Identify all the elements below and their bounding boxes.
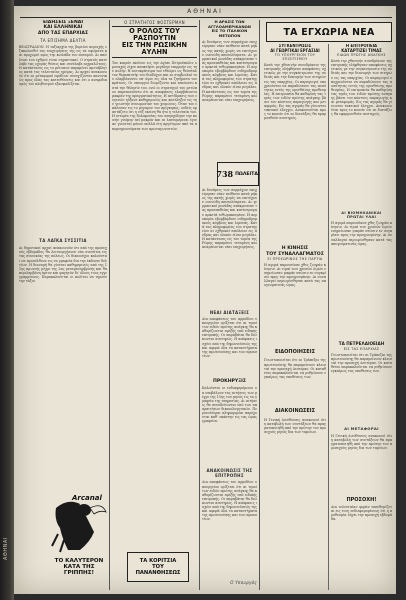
- col4-right-body-4: Η Γενική Διεύθυνσις ανακοινοί ότι η καταβολή των συντάξεων θα πραγματοποιηθή από την πρώτην του προσεχούς μηνός δια των ταμείων.: [331, 433, 392, 450]
- col3-headline-2: ΕΙΣ ΤΟ ΙΤΑΛΙΚΟΝ ΜΕΤΩΠΟΝ: [211, 28, 248, 38]
- col4-right-headline-2: ΚΑΤΑΡΤΙΖΕΙ ΤΙΜΑΣ: [341, 47, 382, 53]
- inner-column-rule: [328, 44, 329, 590]
- col4-left-body: Κατά την χθεσινήν συνεδρίασιν της επιτροπής ελήφθησαν αποφάσεις σχετικώς με την συγκέντρωσιν της σοδειάς και την διανομήν των σιτηρών εις τας επαρχίας. Οι παραγωγοί υποχρεούνται να παραδώσουν τας ποσότητας εντός της ορισθείσης προθεσμίας. Η επιτροπεία θα καθορίση τας τιμάς των ειδών πρώτης ανάγκης βάσει του κόστους παραγωγής και μεταφοράς. Εις τας αγοράς θα γίνωνται τακτικοί έλεγχοι. Ανακοινούται προς το κοινόν ότι αι διατάξεις θα εφαρμοσθούν αυστηρώς.: [264, 63, 326, 121]
- col4-sec1-line-3: ΕΙ ΠΡΟΣΩΡΙΝΟΣ ΤΗΣ ΠΑΡΤΙΑ: [267, 257, 323, 261]
- column-rule: [109, 20, 110, 590]
- col4-right-headline-3: ΕΙΔΩΝ ΠΡΩΤΗΣ ΑΝΑΓΚΗΣ: [337, 53, 386, 58]
- col1-body: ΒΕΛΙΓΡΑΔΙΟΝ. Η ταξιαρχία της βορείου περιοχής εξακολουθεί τας επιχειρήσεις της εις τα υψώματα και προχωρεί προς την κοιλάδα του ποταμού. Αι απώλειαι του εχθρού είναι σημαντικαί. Ο στρατός κατέλαβε τας οχυράς θέσεις και συνέλαβε αιχμαλώτους. Η κατάστασις εις το μέτωπον παραμένει αμετάβλητος κατά τας τελευταίας ημέρας. Αι αρχαί ανακοινούν ότι αι μεταφοραί εφοδίων συνεχίζονται κανονικώς προς όλας τας κατευθύνσεις και ότι ο ανεφοδιασμός του πληθυσμού εξασφαλίζεται.: [19, 45, 107, 87]
- col3-subhead-3: ΑΝΑΚΟΙΝΩΣΙΣ ΤΗΣ ΕΠΙΤΡΟΠΗΣ: [206, 468, 253, 479]
- sneezing-man-illustration: [50, 494, 108, 554]
- col1-subhead-2: ΤΑ ΛΑΪΚΑ ΣΥΣΣΙΤΙΑ: [39, 238, 87, 244]
- col4-right-body-2: Η αγορά παρουσίασε χθες ζωηράν κίνησιν. Αι τιμαί των χρυσών λιρών εσημείωσαν μικράν πτώσιν εν συγκρίσει προς την προηγουμένην. Αι συναλλαγαί περιωρίσθησαν κατά τας απογευματινάς ώρας.: [331, 221, 392, 246]
- col4-sec1-line-2: ΤΟΥ ΣΥΝΑΛΛΑΓΜΑΤΟΣ: [266, 251, 324, 257]
- col1-body-2: Αι δημοτικαί αρχαί ανακοινούν ότι από της προσεχούς εβδομάδος θα λειτουργήσουν νέα συσσίτια εις τας συνοικίας της πόλεως. Οι δικαιούχοι καλούνται να προσέλθουν εις τα γραφεία δια την έκδοσιν δελτίων. Η διανομή θα γίνεται καθημερινώς από της 11ης πρωινής μέχρι της 2ας μεταμεσημβρινής και θα περιλαμβάνη άρτον και φαγητόν δι' όλους τους εγγεγραμμένους. Παρακαλούνται οι πολίται να τηρούν την τάξιν.: [19, 246, 107, 283]
- col3-body-4: Δια αποφάσεως του αρμοδίου υπουργείου ορίζεται ότι αι τιμαί των ειδών πρώτης ανάγκης θα καθορίζωνται εφεξής υπό ειδικής επιτροπής. Οι παραβάται θα διώκωνται αυστηρώς. Η απόφασις ισχύει από της δημοσιεύσεώς της και αφορά όλα τα καταστήματα της πρωτευούσης και των προαστίων.: [202, 480, 257, 522]
- column-4-left: [264, 44, 326, 590]
- col2-body: Τον καιρόν εκείνον εις την Αγίαν Πετρούπολιν ο μοναχός είχεν αποκτήσει μεγάλην επιρροήν εις την αυλήν. Η αυτοκράτειρα τον εθεώρει ως θεόσταλτον θεραπευτήν του διαδόχου και αι συμβουλαί του ελαμβάνοντο υπ' όψιν εις όλα τα ζητήματα του κράτους. Οι υπουργοί διωρίζοντο και επαύοντο κατά την θέλησίν του, ενώ οι στρατηγοί του μετώπου παρεπονούντο ότι αι αποφάσεις ελαμβάνοντο μακράν της πραγματικότητος. Η αντίδρασις των ευγενών ηύξανε καθημερινώς και κατέληξεν εις την γνωστήν συνωμοσίαν του χειμώνος. Όταν τον εκάλεσαν εις το μέγαρον του πρίγκηπος, ουδείς εφαντάζετο ότι η νύξ εκείνη θα ήτο η τελευταία του. Η ιστορία της δολοφονίας του απησχόλησε την κοινήν γνώμην επί μακρόν και αι λεπτομέρειαι έγιναν γνωσταί μόνον πολλά έτη αργότερον από τα απομνημονεύματα των πρωταγωνιστών.: [112, 61, 197, 131]
- col1-headline-2: ΚΑΙ ΕΛΛΗΝΙΚΑΙ: [43, 25, 83, 31]
- column-3-lower: [202, 188, 257, 588]
- col4-right-headline-1: Η ΕΠΙΤΡΟΠΕΙΑ: [345, 44, 378, 48]
- col2-kicker: Ο ΣΤΡΑΤΗΓΟΣ ΦΟΣΤΕΡΜΑΝ: [124, 20, 185, 25]
- running-head: ΑΘΗΝΑΙ: [187, 8, 223, 15]
- scan-binding-strip: [0, 0, 14, 600]
- col4-sec3: ΔΙΑΚΟΙΝΩΣΕΙΣ: [274, 408, 316, 415]
- col2-headline-2: ΕΙΣ ΤΗΝ ΡΩΣΙΚΗΝ ΑΥΛΗΝ: [121, 41, 188, 57]
- feature-title-line-1: ΤΑ ΚΟΡΙΤΣΙΑ: [139, 557, 177, 564]
- column-2: [112, 20, 197, 590]
- col3-body-2: Δια αποφάσεως του αρμοδίου υπουργείου ορίζεται ότι αι τιμαί των ειδών πρώτης ανάγκης θα καθορίζωνται εφεξής υπό ειδικής επιτροπής. Οι παραβάται θα διώκωνται αυστηρώς. Η απόφασις ισχύει από της δημοσιεύσεώς της και αφορά όλα τα καταστήματα της πρωτευούσης και των προαστίων.: [202, 317, 257, 358]
- col4-left-headline-2: ΑΙ ΓΕΩΡΓΙΚΑΙ ΕΡΓΑΣΙΑΙ: [270, 47, 320, 53]
- col4-left-body-2: Η αγορά παρουσίασε χθες ζωηράν κίνησιν. Αι τιμαί των χρυσών λιρών εσημείωσαν μικράν πτώσιν εν συγκρίσει προς την προηγουμένην. Αι συναλλαγαί περιωρίσθησαν κατά τας απογευματινάς ώρας.: [264, 263, 326, 288]
- col4-right-sub2-a: ΤΑ ΠΕΤΡΕΛΑΙΟΕΙΔΗ: [338, 341, 385, 347]
- top-rule: [20, 17, 392, 18]
- col3-body-cont: Αι δυνάμεις των συμμάχων επεχείρησαν νέαν επίθεσιν κατά μήκος της ακτής χωρίς να επιτύχουν ουσιώδη αποτελέσματα. Αι γερμανικαί μονάδες απέκρουσαν τας προσπαθείας και κατέστρεψαν αρκετά τεθωρακισμένα. Η αεροπορία εβομβάρδισε σιδηροδρομικούς κόμβους και λιμένας. Κατά τας πληροφορίας του στρατηγείου αι εχθρικαί απώλειαι εις άνδρας και υλικόν είναι μεγάλαι. Η κατάστασις εις τον τομέα της Ρώμης παραμένει τεταμένη και αναμένονται νέαι επιχειρήσεις.: [202, 188, 257, 250]
- ad-number: 738: [216, 169, 234, 179]
- col1-headline-3: ΑΠΟ ΤΑΣ ΕΠΑΡΧΙΑΣ: [37, 30, 89, 36]
- col4-right-body-3: Γνωστοποιείται ότι αι Τράπεζαι της πρωτευούσης θα παραμείνουν κλεισταί την προσεχή Δευτέραν. Οι καταθέται παρακαλούνται να ρυθμίσουν εγκαίρως τας υποθέσεις των.: [331, 352, 392, 373]
- col3-subhead: ΝΕΑΙ ΔΙΑΤΑΞΕΙΣ: [209, 310, 250, 315]
- newspaper-page: [14, 6, 396, 594]
- feature-title-line-2: ΤΟΥ: [152, 563, 164, 570]
- col4-sec1-line-1: Η ΚΙΝΗΣΙΣ: [281, 246, 309, 252]
- col3-headline-1: Η ΔΡΑΣΙΣ ΤΩΝ ΑΓΓΛΟΑΜΕΡΙΚΑΝΩΝ: [208, 20, 251, 29]
- feature-title-line-3: ΠΑΝΑΝΘΗΣΕΩΣ: [135, 570, 181, 577]
- feature-title-box: [127, 552, 189, 582]
- section-title-box: ΤΑ ΕΓΧΩΡΙΑ ΝΕΑ: [266, 22, 392, 42]
- col4-sec2: ΕΙΔΟΠΟΙΗΣΕΙΣ: [275, 349, 315, 355]
- col3-subhead-2: ΠΡΟΚΗΡΥΞΙΣ: [213, 379, 246, 384]
- col4-sec4: ΠΡΟΣΟΧΗ!: [346, 496, 377, 503]
- col4-right-sub1-a: ΑΙ ΒΙΟΜΗΧΑΝΙΚΑΙ: [341, 211, 382, 216]
- col2-headline-1: Ο ΡΟΛΟΣ ΤΟΥ ΡΑΣΠΟΥΤΙΝ: [129, 26, 180, 42]
- col4-left-headline-3: ΤΟ ΥΠΟΥΡΓΕΙΟΝ ΤΟΥ ΕΠΙΣΙΤΙΣΜΟΥ: [274, 53, 316, 62]
- col4-right-body-5: Δια τελευταίαν φοράν υπενθυμίζεται εις τους ενδιαφερομένους ότι η προθεσμία λήγει την προσεχή εβδομάδα.: [331, 505, 392, 522]
- ad-label: ΠΩΛΕΙΤΑΙ: [235, 171, 260, 177]
- col4-right-sub1-b: ΠΡΩΤΑΙ ΥΛΑΙ: [346, 215, 377, 220]
- col4-right-body: Κατά την χθεσινήν συνεδρίασιν της επιτροπής ελήφθησαν αποφάσεις σχετικώς με την συγκέντρωσιν της σοδειάς και την διανομήν των σιτηρών εις τας επαρχίας. Οι παραγωγοί υποχρεούνται να παραδώσουν τας ποσότητας εντός της ορισθείσης προθεσμίας. Η επιτροπεία θα καθορίση τας τιμάς των ειδών πρώτης ανάγκης βάσει του κόστους παραγωγής και μεταφοράς. Εις τας αγοράς θα γίνωνται τακτικοί έλεγχοι. Ανακοινούται προς το κοινόν ότι αι διατάξεις θα εφαρμοσθούν αυστηρώς.: [331, 59, 392, 117]
- col4-right-sub3: ΑΙ ΜΕΤΑΦΟΡΑΙ: [344, 425, 379, 431]
- col3-signature: Ο Υπουργός: [230, 580, 257, 586]
- column-4-right: [331, 44, 392, 590]
- column-rule: [199, 20, 200, 590]
- col1-subhead: ΤΑ ΕΠΙΣΗΜΑ ΔΕΛΤΙΑ: [40, 38, 86, 44]
- col4-left-body-4: Η Γενική Διεύθυνσις ανακοινοί ότι η καταβολή των συντάξεων θα πραγματοποιηθή από την πρώτην του προσεχούς μηνός δια των ταμείων.: [264, 417, 326, 435]
- col4-left-body-3: Γνωστοποιείται ότι αι Τράπεζαι της πρωτευούσης θα παραμείνουν κλεισταί την προσεχή Δευτέραν. Οι καταθέται παρακαλούνται να ρυθμίσουν εγκαίρως τας υποθέσεις των.: [264, 358, 326, 379]
- column-rule: [259, 20, 260, 590]
- arcanal-advertisement: [50, 494, 108, 576]
- col1-headline-1: ΕΙΔΗΣΕΙΣ ΞΕΝΑΙ: [42, 20, 84, 25]
- col4-left-headline-1: ΣΥΓΚΕΝΤΡΩΣΙΣ: [278, 44, 312, 48]
- col4-right-sub2-b: ΕΙΣ ΤΑΣ ΕΠΑΡΧΙΑΣ: [343, 346, 380, 351]
- classified-ad-box: [217, 162, 259, 186]
- col3-body-3: Καλούνται οι ενδιαφερόμενοι να υποβάλουν τας αιτήσεις των μέχρι της 15ης του μηνός εις τα γραφεία της υπηρεσίας. Αι αιτήσεις θα συνοδεύωνται υπό των απαραιτήτων δικαιολογητικών. Περισσότεραι πληροφορίαι παρέχονται καθ' εκάστην εις τας ώρας γραφείου.: [202, 386, 257, 424]
- binding-edge-print: ΑΘΗΝΑΙ: [3, 537, 9, 560]
- ad-brand-text: Arcanal: [72, 494, 102, 502]
- col3-body: Αι δυνάμεις των συμμάχων επεχείρησαν νέαν επίθεσιν κατά μήκος της ακτής χωρίς να επιτύχουν ουσιώδη αποτελέσματα. Αι γερμανικαί μονάδες απέκρουσαν τας προσπαθείας και κατέστρεψαν αρκετά τεθωρακισμένα. Η αεροπορία εβομβάρδισε σιδηροδρομικούς κόμβους και λιμένας. Κατά τας πληροφορίας του στρατηγείου αι εχθρικαί απώλειαι εις άνδρας και υλικόν είναι μεγάλαι. Η κατάστασις εις τον τομέα της Ρώμης παραμένει τεταμένη και αναμένονται νέαι επιχειρήσεις.: [202, 40, 257, 102]
- ad-slogan: ΤΟ ΚΑΛΥΤΕΡΟΝ ΚΑΤΑ ΤΗΣ ΓΡΙΠΠΗΣ!: [54, 558, 104, 577]
